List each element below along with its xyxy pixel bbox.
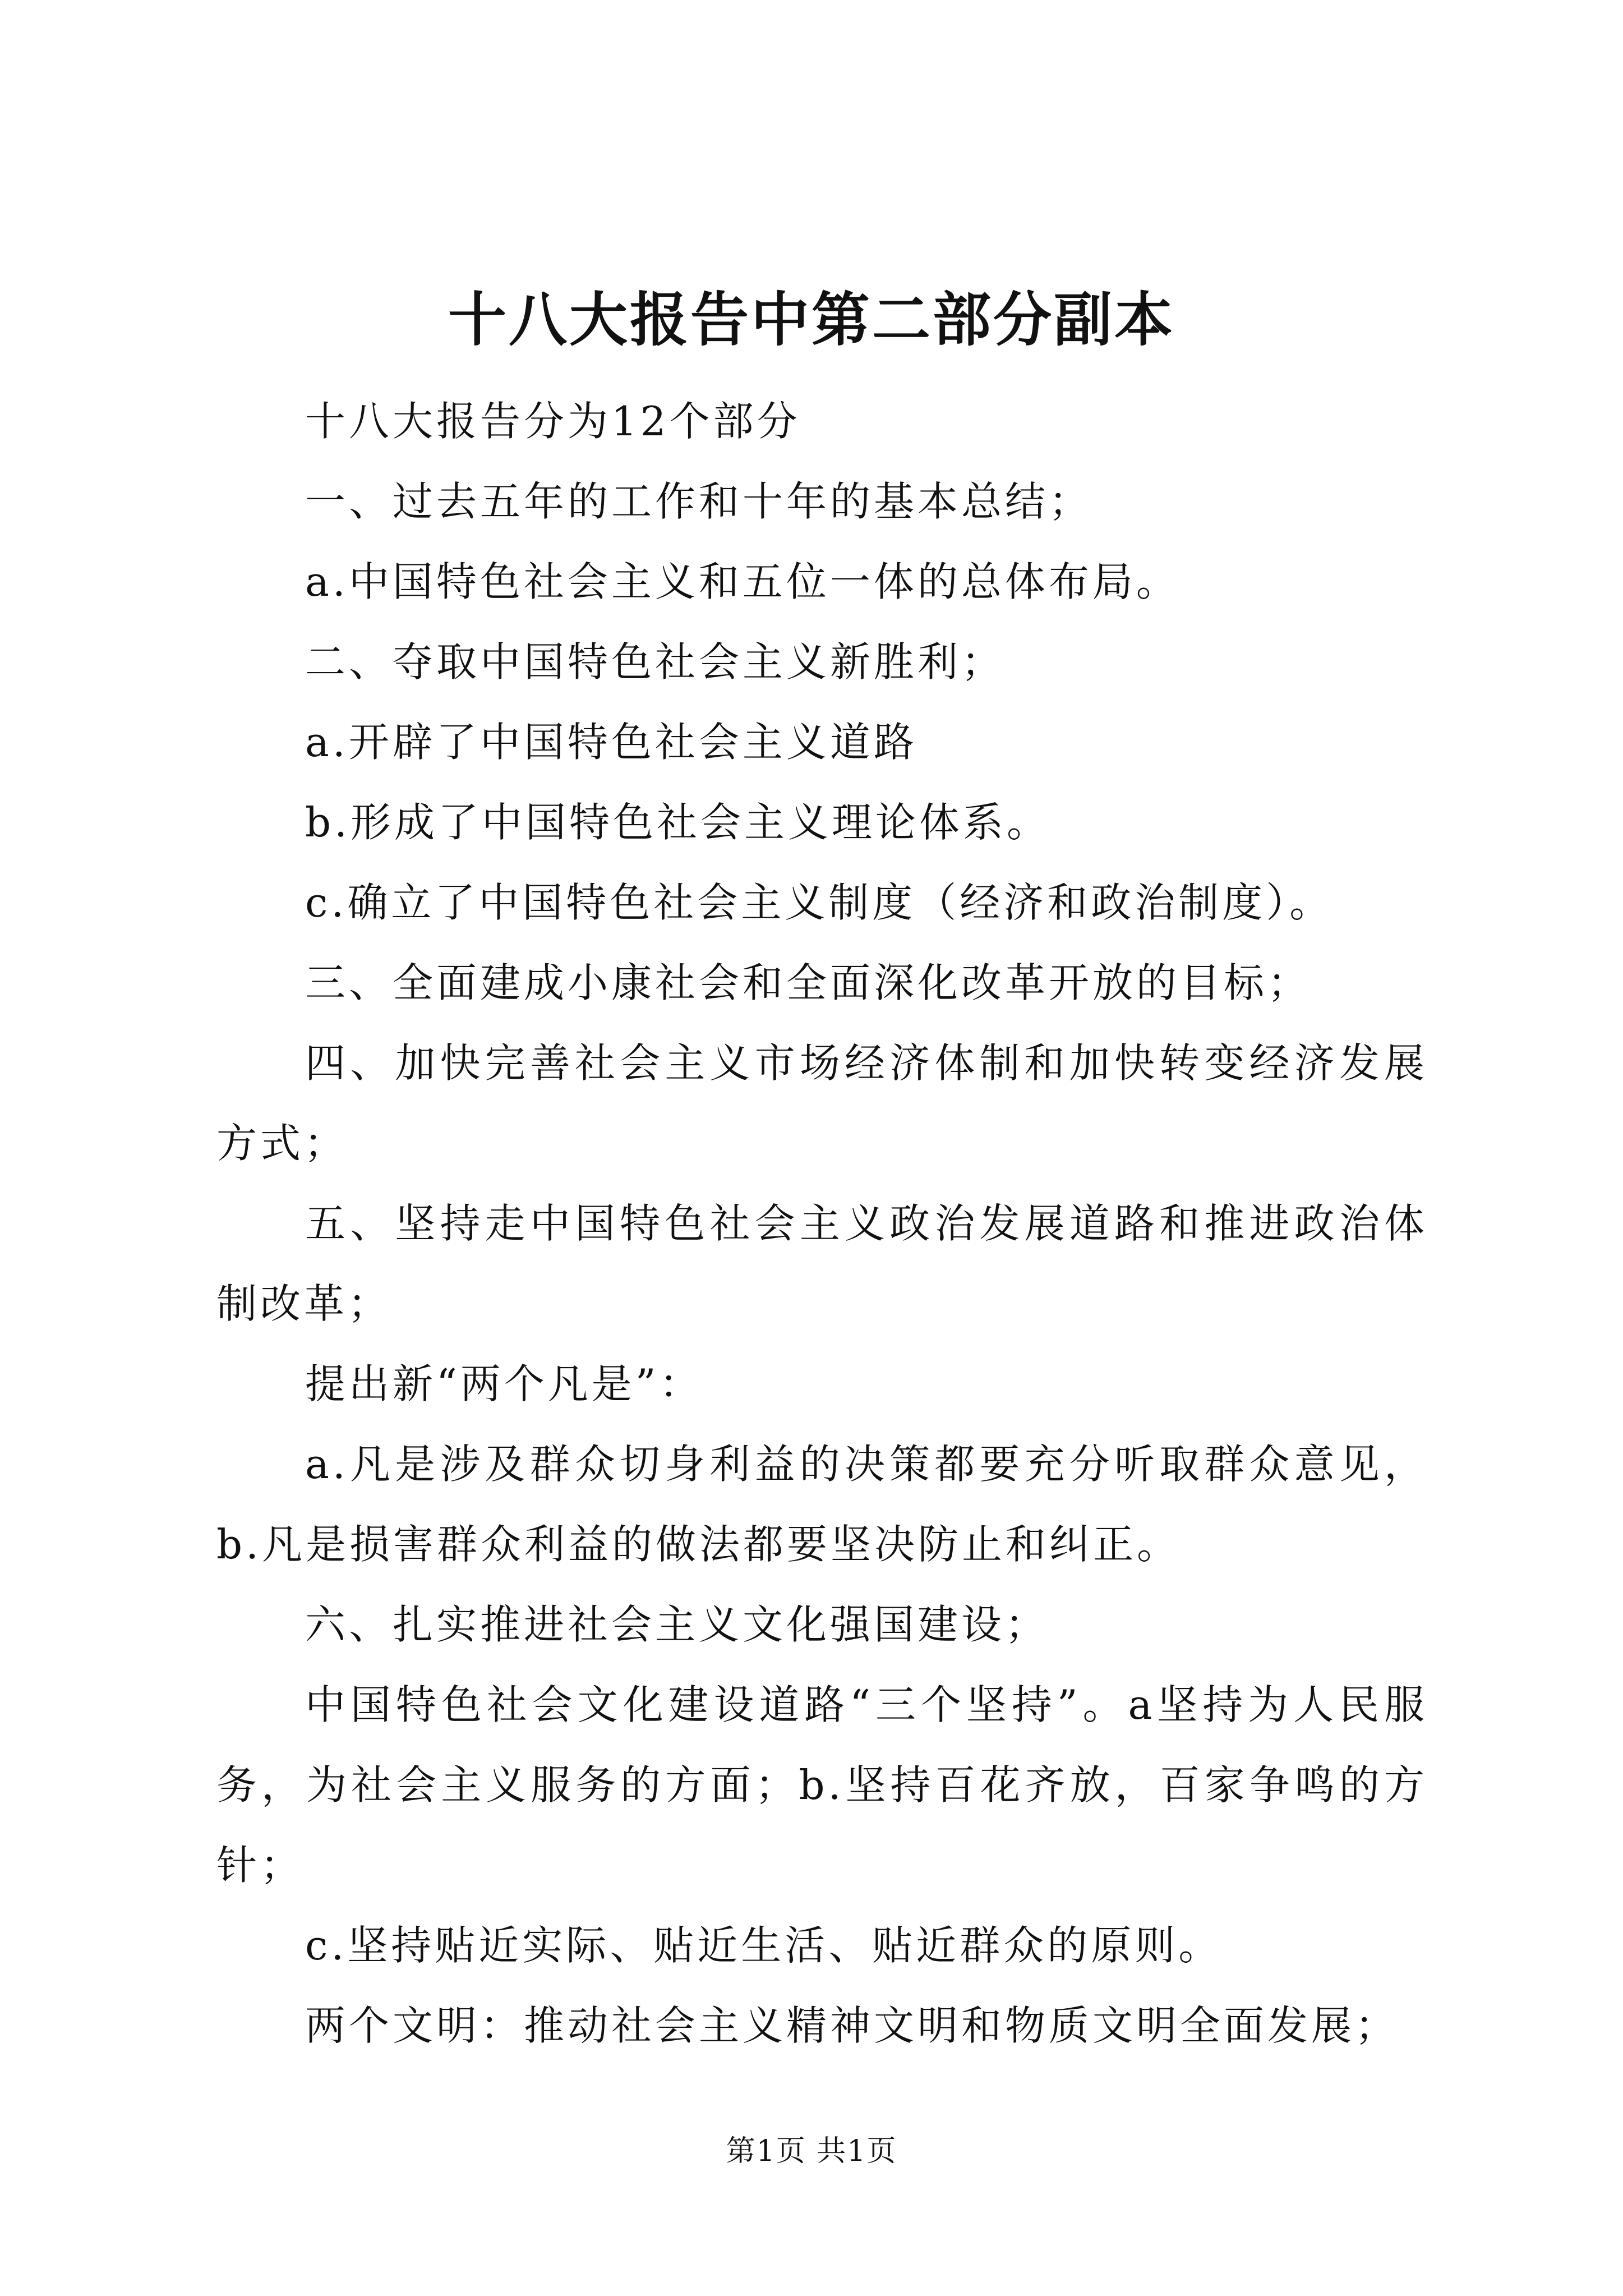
paragraph-1: 十八大报告分为12个部分 [305,398,801,445]
paragraph-2: 一、过去五年的工作和十年的基本总结； [305,478,1093,525]
paragraph-13: 六、扎实推进社会主义文化强国建设； [305,1601,1049,1648]
paragraph-10: 五、坚持走中国特色社会主义政治发展道路和推进政治体制改革； [216,1200,1428,1327]
paragraph-8: 三、全面建成小康社会和全面深化改革开放的目标； [305,959,1312,1006]
paragraph-4: 二、夺取中国特色社会主义新胜利； [305,638,1006,685]
paragraph-9: 四、加快完善社会主义市场经济体制和加快转变经济发展方式； [216,1039,1428,1167]
paragraph-14: 中国特色社会文化建设道路“三个坚持”。a坚持为人民服务，为社会主义服务的方面；b.坚持百花齐放，百家争鸣的方针； [216,1681,1428,1889]
paragraph-6: b.形成了中国特色社会主义理论体系。 [305,799,1050,846]
document-body [216,381,1428,2066]
page-footer: 第1页 共1页 [726,2134,897,2168]
paragraph-15: c.坚持贴近实际、贴近生活、贴近群众的原则。 [305,1922,1223,1969]
paragraph-12: a.凡是涉及群众切身利益的决策都要充分听取群众意见，b.凡是损害群众利益的做法都要坚决防止和纠正。 [216,1441,1428,1568]
paragraph-11: 提出新“两个凡是”： [305,1360,703,1407]
paragraph-7: c.确立了中国特色社会主义制度（经济和政治制度）。 [305,879,1334,926]
paragraph-3: a.中国特色社会主义和五位一体的总体布局。 [305,558,1180,605]
paragraph-16: 两个文明：推动社会主义精神文明和物质文明全面发展； [305,2002,1399,2049]
paragraph-5: a.开辟了中国特色社会主义道路 [305,719,917,766]
document-title: 十八大报告中第二部分副本 [448,285,1175,354]
